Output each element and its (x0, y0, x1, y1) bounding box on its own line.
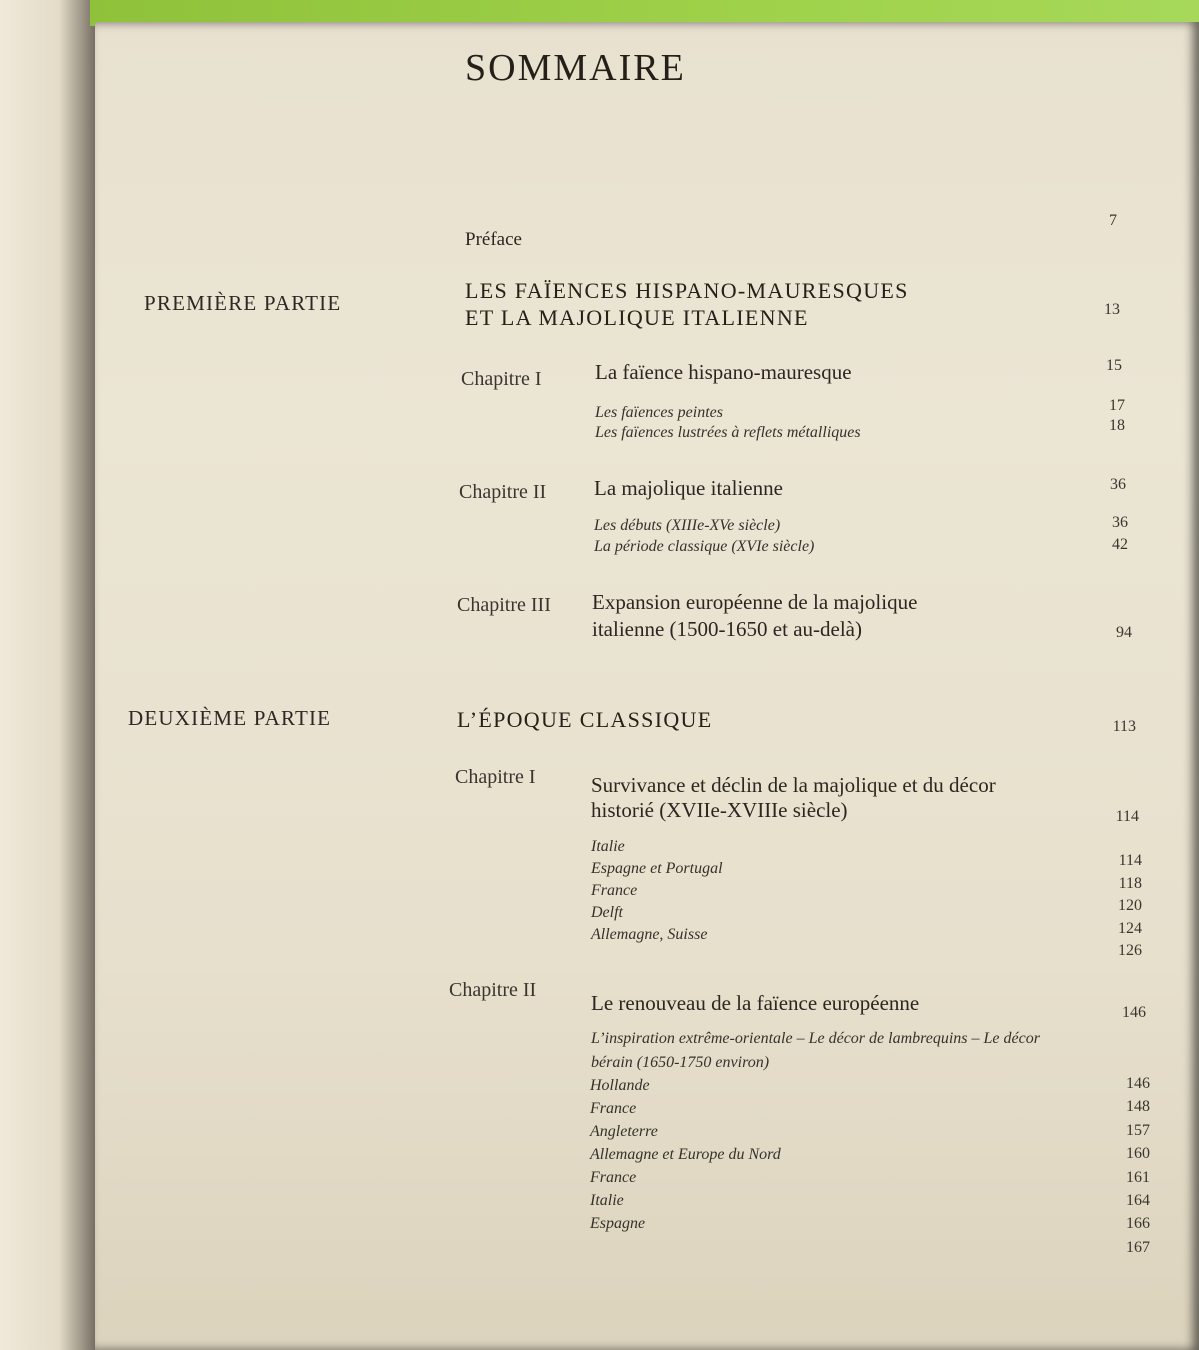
facing-page-edge (0, 0, 98, 1350)
page-number: 164 (1126, 1192, 1150, 1210)
list-item: Les faïences lustrées à reflets métalliques (595, 424, 861, 441)
page-number: 167 (1126, 1238, 1150, 1256)
p2-chapter1-label: Chapitre I (455, 766, 536, 788)
p2-chapter1-title-line2: historié (XVIIe-XVIIIe siècle) (591, 798, 848, 822)
list-item: Les débuts (XIIIe-XVe siècle) (594, 517, 781, 534)
p2-chapter1-page: 114 (1115, 808, 1139, 825)
list-item: Delft (591, 904, 623, 921)
p2-chapter2-section-pages (1090, 1072, 1150, 1259)
list-item: Allemagne, Suisse (591, 926, 708, 943)
list-item: Allemagne et Europe du Nord (590, 1146, 781, 1163)
list-item: Hollande (590, 1077, 650, 1094)
list-item: Espagne et Portugal (591, 860, 723, 877)
part1-label: PREMIÈRE PARTIE (144, 291, 342, 315)
page-number: 18 (1109, 417, 1125, 434)
page-number: 42 (1112, 536, 1128, 553)
part2-label: DEUXIÈME PARTIE (128, 706, 332, 730)
part2-title: L’ÉPOQUE CLASSIQUE (457, 707, 713, 732)
list-item: La période classique (XVIe siècle) (594, 538, 815, 555)
page-number: 126 (1118, 942, 1142, 959)
list-item: Italie (590, 1192, 624, 1209)
p2-chapter2-page: 146 (1122, 1004, 1146, 1021)
p1-chapter1-section-pages (1065, 396, 1125, 436)
p2-chapter2-intro-line2: bérain (1650-1750 environ) (591, 1054, 770, 1071)
page-number: 36 (1112, 514, 1128, 531)
p1-chapter1-sections (595, 403, 861, 443)
page-number: 120 (1118, 897, 1142, 914)
p1-chapter3-title-line1: Expansion européenne de la majolique (592, 590, 918, 614)
p2-chapter2-title: Le renouveau de la faïence européenne (591, 991, 920, 1015)
page-number: 124 (1118, 919, 1142, 937)
p1-chapter1-label: Chapitre I (461, 368, 542, 390)
p2-chapter1-sections (591, 836, 723, 946)
part1-title-line1: LES FAÏENCES HISPANO-MAURESQUES (465, 278, 909, 303)
list-item: France (590, 1169, 637, 1186)
preface-label: Préface (465, 229, 522, 250)
p1-chapter2-title: La majolique italienne (594, 476, 783, 500)
part1-title-line2: ET LA MAJOLIQUE ITALIENNE (465, 305, 809, 330)
p1-chapter3-page: 94 (1116, 624, 1132, 641)
page-number: 114 (1118, 852, 1142, 869)
p1-chapter2-page: 36 (1110, 476, 1126, 493)
p1-chapter1-page: 15 (1106, 357, 1122, 374)
p1-chapter3-label: Chapitre III (457, 594, 551, 616)
p2-chapter2-intro-line1: L’inspiration extrême-orientale – Le décor de lambrequins – Le décor (591, 1030, 1040, 1047)
page-number: 161 (1126, 1168, 1150, 1186)
part2-page: 113 (1112, 718, 1136, 735)
p2-chapter2-label: Chapitre II (449, 979, 537, 1001)
p2-chapter1-section-pages (1082, 850, 1142, 963)
page-number: 118 (1118, 874, 1142, 892)
list-item: Angleterre (590, 1123, 658, 1140)
list-item: France (590, 1100, 637, 1117)
p1-chapter2-section-pages (1068, 512, 1128, 556)
p2-chapter2-sections (590, 1074, 781, 1235)
p1-chapter1-title: La faïence hispano-mauresque (595, 360, 852, 384)
part1-page: 13 (1104, 301, 1120, 318)
list-item: Les faïences peintes (595, 404, 723, 421)
preface-page: 7 (1109, 212, 1117, 229)
page-title: SOMMAIRE (465, 47, 686, 89)
list-item: Espagne (590, 1215, 646, 1232)
page-number: 157 (1126, 1121, 1150, 1139)
page-number: 146 (1126, 1075, 1150, 1092)
list-item: Italie (591, 838, 625, 855)
p1-chapter2-sections (594, 515, 814, 557)
list-item: France (591, 882, 638, 899)
page-number: 17 (1109, 397, 1125, 414)
page-number: 148 (1126, 1098, 1150, 1116)
page-number: 160 (1126, 1145, 1150, 1163)
page-number: 166 (1126, 1215, 1150, 1233)
p1-chapter3-title-line2: italienne (1500-1650 et au-delà) (592, 617, 862, 641)
p2-chapter1-title-line1: Survivance et déclin de la majolique et du décor (591, 773, 996, 797)
p1-chapter2-label: Chapitre II (459, 481, 547, 503)
